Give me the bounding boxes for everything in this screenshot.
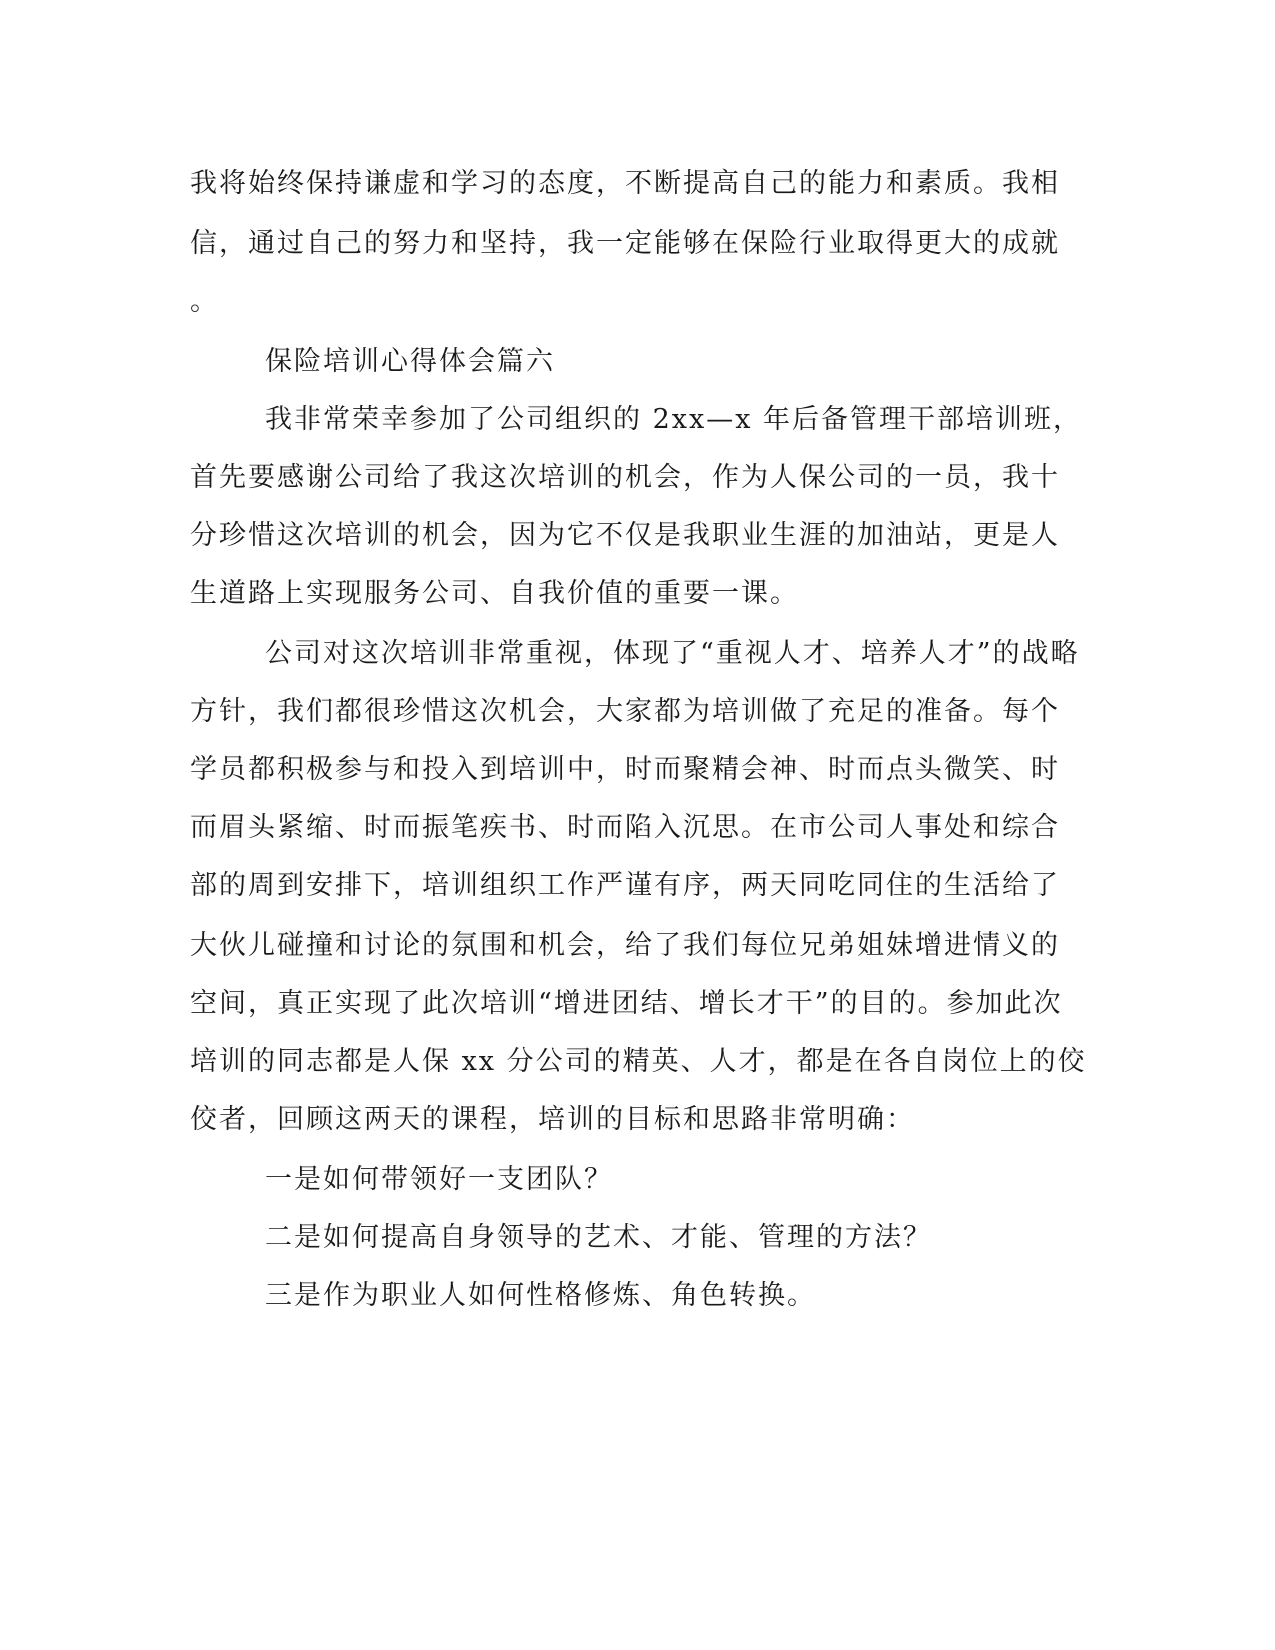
text-line: 方针，我们都很珍惜这次机会，大家都为培训做了充足的准备。每个	[190, 696, 1060, 727]
text-line: 而眉头紧缩、时而振笔疾书、时而陷入沉思。在市公司人事处和综合	[190, 812, 1060, 843]
text-line: 学员都积极参与和投入到培训中，时而聚精会神、时而点头微笑、时	[190, 754, 1060, 785]
text-line: 我将始终保持谦虚和学习的态度，不断提高自己的能力和素质。我相	[190, 168, 1060, 199]
list-item: 一是如何带领好一支团队？	[265, 1164, 613, 1195]
text-line: 生道路上实现服务公司、自我价值的重要一课。	[190, 578, 799, 609]
text-line: 首先要感谢公司给了我这次培训的机会，作为人保公司的一员，我十	[190, 462, 1060, 493]
list-item: 二是如何提高自身领导的艺术、才能、管理的方法？	[265, 1222, 932, 1253]
list-item: 三是作为职业人如何性格修炼、角色转换。	[265, 1280, 816, 1311]
text-line: 部的周到安排下，培训组织工作严谨有序，两天同吃同住的生活给了	[190, 870, 1060, 901]
text-line: 空间，真正实现了此次培训“增进团结、增长才干”的目的。参加此次	[190, 988, 1063, 1019]
text-line: 。	[190, 286, 219, 317]
text-line: 公司对这次培训非常重视，体现了“重视人才、培养人才”的战略	[265, 638, 1080, 669]
text-line: 大伙儿碰撞和讨论的氛围和机会，给了我们每位兄弟姐妹增进情义的	[190, 930, 1060, 961]
section-heading: 保险培训心得体会篇六	[265, 346, 555, 377]
text-line: 分珍惜这次培训的机会，因为它不仅是我职业生涯的加油站，更是人	[190, 520, 1060, 551]
text-line: 培训的同志都是人保 xx 分公司的精英、人才，都是在各自岗位上的佼	[190, 1046, 1087, 1077]
text-line: 信，通过自己的努力和坚持，我一定能够在保险行业取得更大的成就	[190, 228, 1060, 259]
text-line: 佼者，回顾这两天的课程，培训的目标和思路非常明确：	[190, 1104, 915, 1135]
text-line: 我非常荣幸参加了公司组织的 2xx—x 年后备管理干部培训班，	[265, 404, 1083, 435]
